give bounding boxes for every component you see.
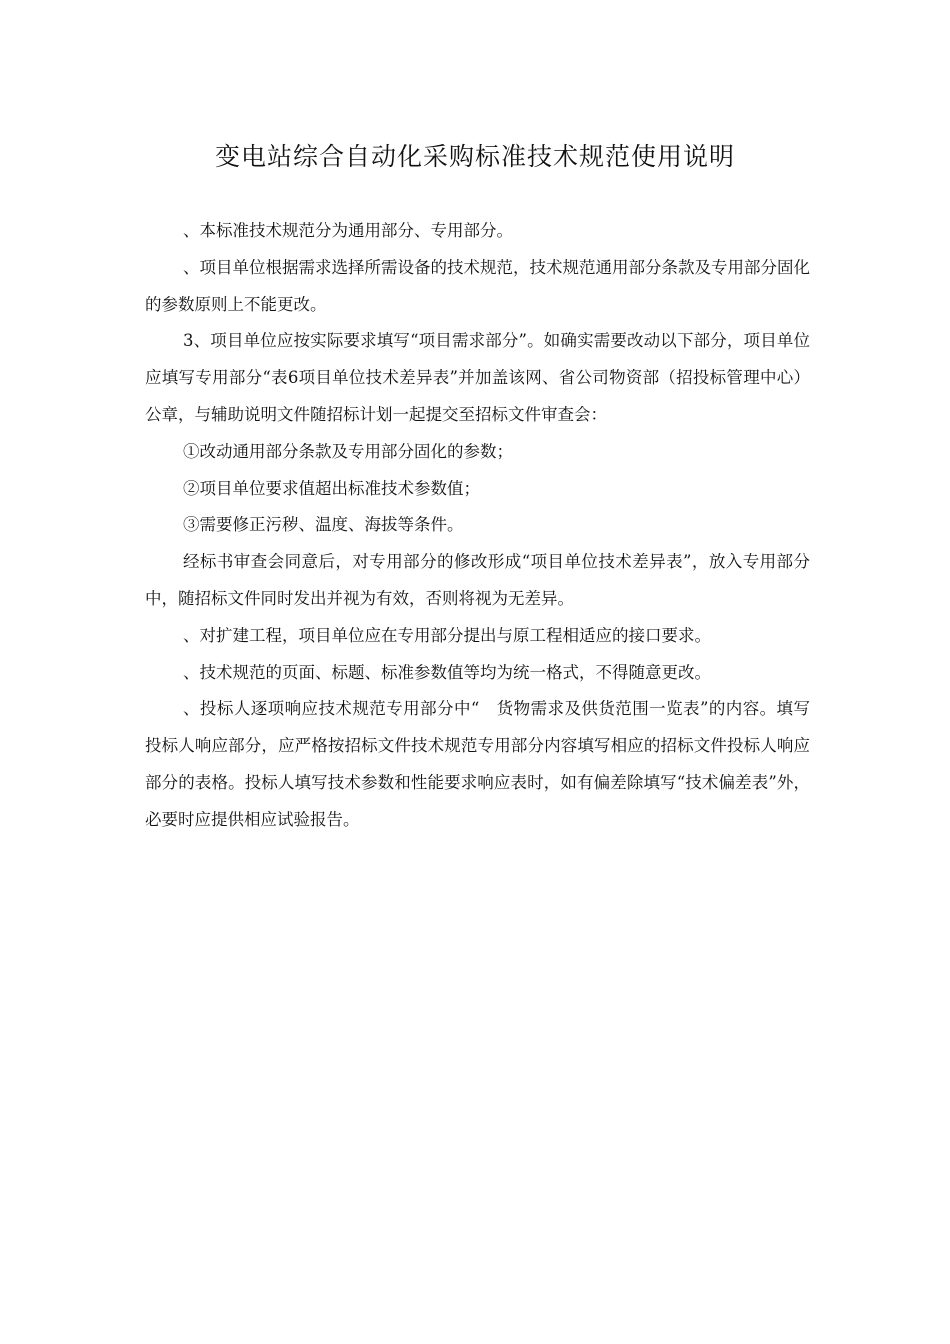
document-body — [145, 213, 810, 839]
paragraph-4: ①改动通用部分条款及专用部分固化的参数； — [183, 441, 513, 461]
paragraph-7: 经标书审查会同意后，对专用部分的修改形成“项目单位技术差异表”，放入专用部分中，随招标文件同时发出并视为有效，否则将视为无差异。 — [145, 552, 810, 608]
paragraph-9: 、技术规范的页面、标题、标准参数值等均为统一格式，不得随意更改。 — [183, 662, 711, 682]
paragraph-3: 3、项目单位应按实际要求填写“项目需求部分”。如确实需要改动以下部分，项目单位应填写专用部分“表6项目单位技术差异表”并加盖该网、省公司物资部（招投标管理中心）公章，与辅助说明文件随招标计划一起提交至招标文件审查会： — [145, 331, 810, 424]
paragraph-1: 、本标准技术规范分为通用部分、专用部分。 — [183, 221, 513, 240]
paragraph-6: ③需要修正污秽、温度、海拔等条件。 — [183, 515, 464, 535]
paragraph-2: 、项目单位根据需求选择所需设备的技术规范，技术规范通用部分条款及专用部分固化的参数原则上不能更改。 — [145, 257, 810, 314]
document-title: 变电站综合自动化采购标准技术规范使用说明 — [214, 142, 735, 171]
paragraph-8: 、对扩建工程，项目单位应在专用部分提出与原工程相适应的接口要求。 — [183, 625, 711, 645]
paragraph-10: 、投标人逐项响应技术规范专用部分中“ 货物需求及供货范围一览表”的内容。填写投标人响应部分，应严格按招标文件技术规范专用部分内容填写相应的招标文件投标人响应部分的表格。投标人填写技术参数和性能要求响应表时，如有偏差除填写“技术偏差表”外，必要时应提供相应试验报告。 — [145, 699, 810, 829]
paragraph-5: ②项目单位要求值超出标准技术参数值； — [183, 478, 480, 498]
